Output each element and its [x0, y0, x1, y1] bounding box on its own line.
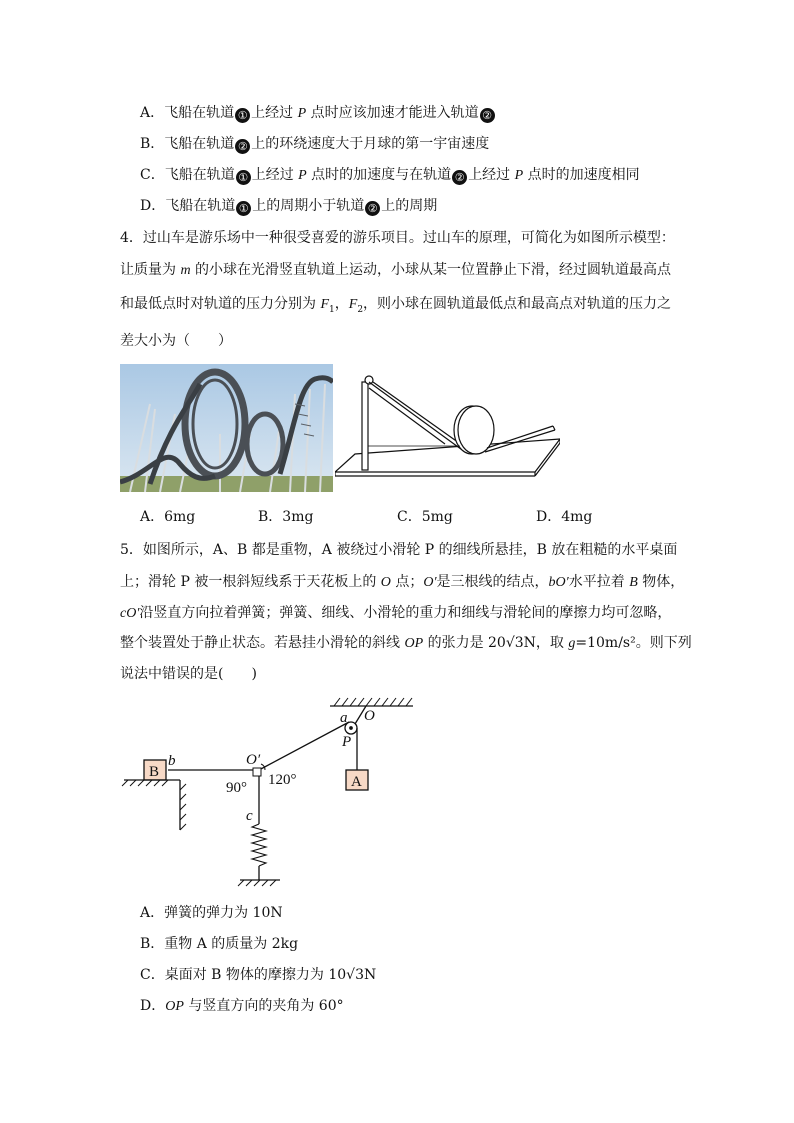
text: 是三根线的结点， [436, 574, 549, 590]
q4-stem-line3 [120, 295, 671, 319]
label-a-block: A [351, 774, 362, 790]
text: A．飞船在轨道 [140, 105, 235, 121]
text: 点时应该加速才能进入轨道 [306, 105, 479, 121]
q5-stem-line3 [120, 604, 671, 623]
var-f2: F [348, 297, 358, 312]
q4-option-c: C．5mg [397, 509, 453, 525]
sqrt-3: √3 [346, 967, 364, 983]
orbit-1-label: ① [235, 108, 250, 123]
text: C．飞船在轨道 [140, 167, 235, 183]
text: 上经过 [251, 105, 298, 121]
text: N [364, 967, 377, 983]
var-g: g [568, 636, 576, 651]
text: 整个装置处于静止状态。若悬挂小滑轮的斜线 [120, 635, 405, 651]
q5-option-b: B．重物 A 的质量为 2kg [140, 936, 299, 952]
label-angle-120: 120° [268, 772, 297, 788]
text: 上的环绕速度大于月球的第一宇宙速度 [251, 136, 490, 152]
text: 上经过 [251, 167, 299, 183]
q5-stem-line5: 说法中错误的是( ) [120, 666, 257, 682]
q5-stem-line4 [120, 634, 692, 653]
line-op: OP [404, 636, 424, 651]
label-a-angle: a [340, 710, 348, 726]
q4-stem-line1: 4．过山车是游乐场中一种很受喜爱的游乐项目。过山车的原理，可简化为如图所示模型： [120, 230, 675, 246]
subscript: 2 [357, 304, 364, 315]
point-p: P [297, 106, 307, 121]
orbit-2-label: ② [235, 139, 250, 154]
q5-stem-line1: 5．如图所示，A、B 都是重物，A 被绕过小滑轮 P 的细线所悬挂，B 放在粗糙的水平桌面 [120, 542, 678, 558]
text: D．飞船在轨道 [140, 198, 236, 214]
q3-option-b [140, 135, 489, 154]
text: 上的周期 [381, 198, 438, 214]
q4-option-b: B．3mg [258, 509, 314, 525]
text: C．桌面对 B 物体的摩擦力为 10 [140, 967, 347, 983]
text: 让质量为 [120, 262, 181, 278]
text: 沿竖直方向拉着弹簧；弹簧、细线、小滑轮的重力和细线与滑轮间的摩擦力均可忽略， [139, 605, 672, 621]
line-co: cO′ [120, 606, 140, 621]
orbit-2-label: ② [480, 108, 495, 123]
sqrt-3: √3 [505, 635, 524, 651]
point-o-prime: O′ [423, 575, 437, 590]
text: D． [140, 998, 166, 1014]
q4-stem-line4: 差大小为（ ） [120, 333, 232, 349]
q5-stem-line2 [120, 573, 684, 592]
text: =10m/s²。则下列 [575, 635, 692, 651]
label-b-line: b [168, 753, 176, 769]
object-b: B [629, 575, 638, 590]
text: ， [334, 296, 349, 312]
text: ，则小球在圆轨道最低点和最高点对轨道的压力之 [363, 296, 672, 312]
label-o: O [364, 708, 375, 724]
label-o-prime: O′ [246, 752, 261, 768]
q3-option-d [140, 197, 437, 216]
orbit-2-label: ② [365, 201, 380, 216]
label-p: P [342, 734, 352, 750]
subscript: 1 [329, 304, 335, 315]
q4-option-d: D．4mg [536, 509, 593, 525]
orbit-2-label: ② [452, 170, 467, 185]
q5-option-a: A．弹簧的弹力为 10N [140, 905, 283, 921]
text: 的小球在光滑竖直轨道上运动，小球从某一位置静止下滑，经过圆轨道最高点 [190, 262, 672, 278]
text: 点时的加速度与在轨道 [306, 167, 452, 183]
var-f1: F [320, 297, 330, 312]
text: 与竖直方向的夹角为 60° [183, 998, 344, 1014]
roller-coaster-photo [120, 364, 333, 492]
text: 的张力是 20 [423, 635, 506, 651]
text: 上经过 [468, 167, 515, 183]
q4-stem-line2 [120, 261, 671, 280]
text: 水平拉着 [568, 574, 630, 590]
q3-option-a [140, 104, 496, 123]
orbit-1-label: ① [236, 201, 251, 216]
text: 和最低点时对轨道的压力分别为 [120, 296, 321, 312]
q5-option-d [140, 997, 344, 1016]
line-bo: bO′ [548, 575, 569, 590]
text: 上；滑轮 P 被一根斜短线系于天花板上的 [120, 574, 381, 590]
text: 上的周期小于轨道 [252, 198, 365, 214]
q3-option-c [140, 166, 640, 185]
q4-option-a: A．6mg [140, 509, 196, 525]
text: 点时的加速度相同 [523, 167, 640, 183]
q5-option-c [140, 966, 376, 984]
line-op: OP [165, 999, 184, 1014]
point-p: P [298, 168, 307, 183]
point-p: P [514, 168, 524, 183]
loop-track-diagram [335, 364, 560, 492]
text: B．飞船在轨道 [140, 136, 235, 152]
text: 点； [390, 574, 424, 590]
text: 物体， [637, 574, 685, 590]
orbit-1-label: ① [236, 170, 251, 185]
text: N，取 [523, 635, 569, 651]
pulley-system-diagram [118, 690, 418, 890]
label-c-line: c [246, 808, 253, 824]
var-m: m [180, 263, 191, 278]
label-b-block: B [149, 764, 160, 780]
point-o: O [380, 575, 391, 590]
label-angle-90: 90° [226, 780, 247, 796]
